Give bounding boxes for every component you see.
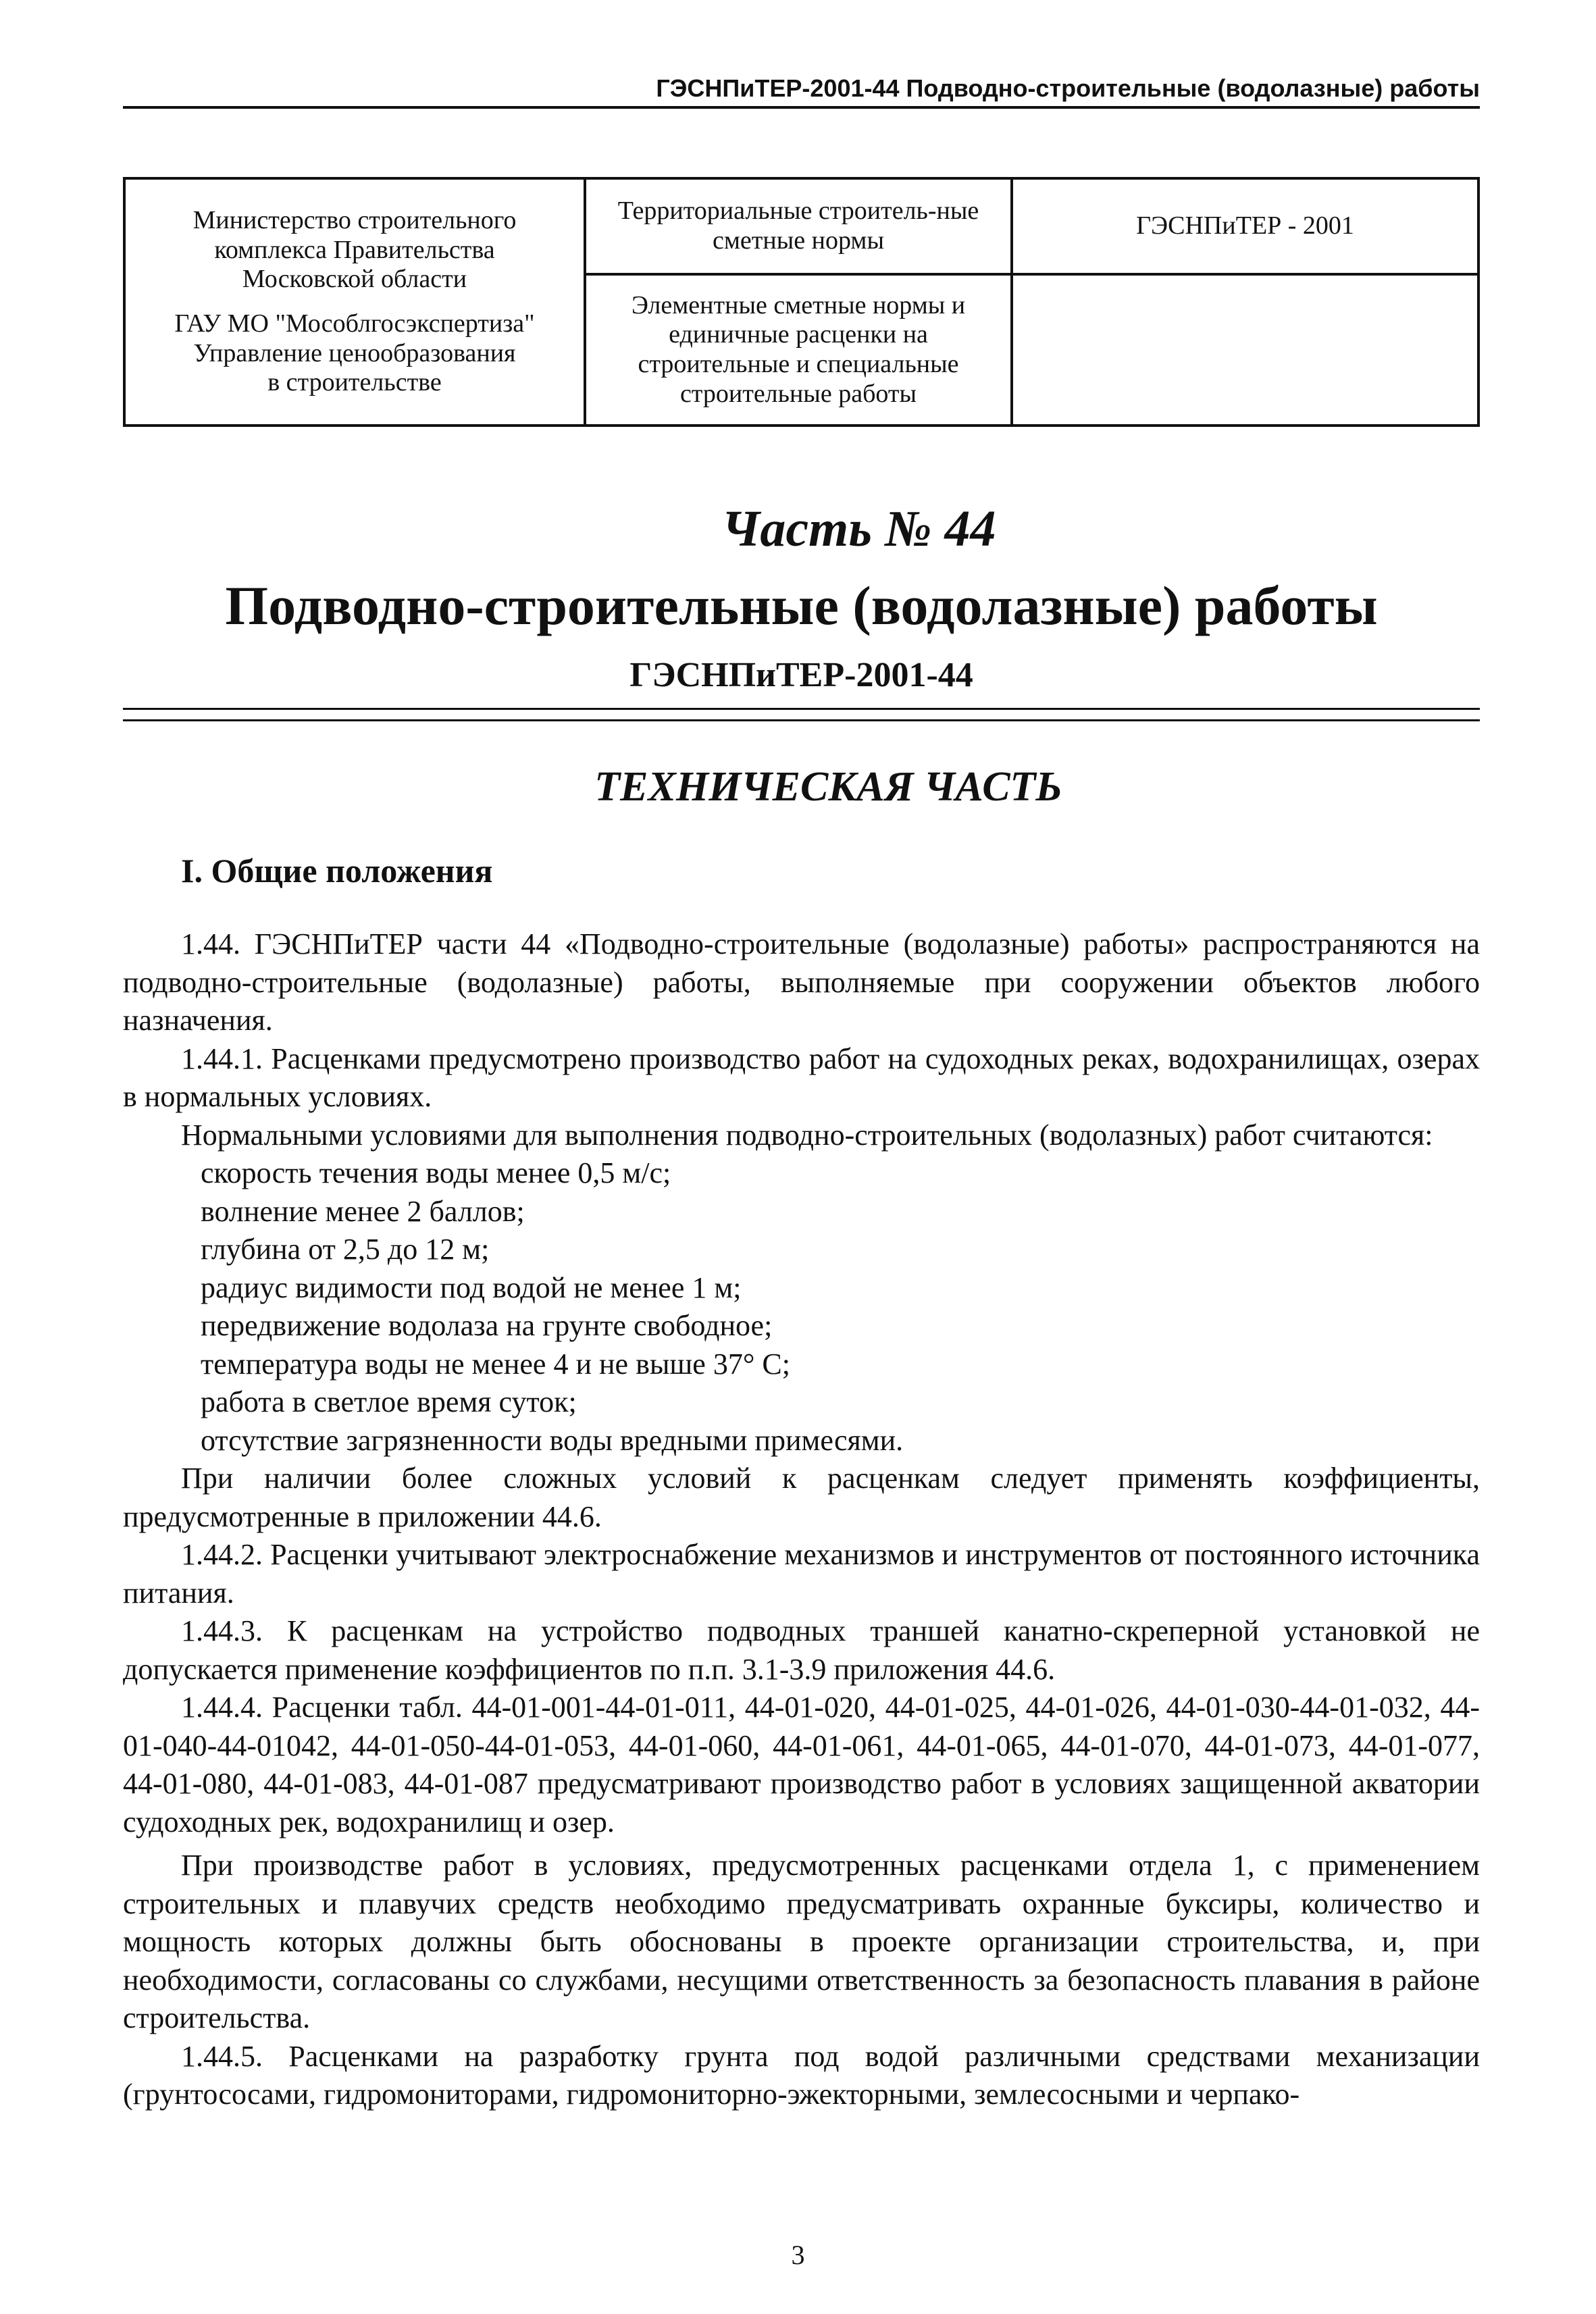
org-line: Управление ценообразования [193, 338, 516, 367]
body-text [123, 925, 1480, 2114]
double-rule-divider [123, 708, 1480, 721]
paragraph: 1.44. ГЭСНПиТЕР части 44 «Подводно-строительные (водолазные) работы» распространяются на подводно-строительные (водолазные) работы, выполняемые при сооружении объектов любого назначения. [123, 927, 1480, 1037]
condition-item: работа в светлое время суток; [201, 1385, 577, 1418]
org-line: в строительстве [267, 368, 442, 397]
condition-item: радиус видимости под водой не менее 1 м; [201, 1270, 742, 1304]
condition-item: температура воды не менее 4 и не выше 37° С; [201, 1347, 790, 1381]
paragraph: 1.44.2. Расценки учитывают электроснабжение механизмов и инструментов от постоянного источника питания. [123, 1538, 1480, 1610]
paragraph: 1.44.3. К расценкам на устройство подводных траншей канатно-скреперной установкой не допускается применение коэффициентов по п.п. 3.1-3.9 приложения 44.6. [123, 1614, 1480, 1686]
paragraph: При наличии более сложных условий к расценкам следует применять коэффициенты, предусмотренные в приложении 44.6. [123, 1462, 1480, 1533]
paragraph: При производстве работ в условиях, предусмотренных расценками отдела 1, с применением строительных и плавучих средств необходимо предусматривать охранные буксиры, количество и мощность которых должны быть обоснованы в проекте организации строительства, и, при необходимости, согласованы со службами, несущими ответственность за безопасность плавания в районе строительства. [123, 1849, 1480, 2034]
part-label: Часть № 44 [721, 500, 996, 557]
paragraph: 1.44.1. Расценками предусмотрено производство работ на судоходных реках, водохранилищах, озерах в нормальных условиях. [123, 1042, 1480, 1113]
org-line: комплекса Правительства [214, 235, 495, 264]
paragraph: Нормальными условиями для выполнения подводно-строительных (водолазных) работ считаются: [181, 1118, 1433, 1152]
condition-item: отсутствие загрязненности воды вредными примесями. [201, 1423, 904, 1457]
condition-item: глубина от 2,5 до 12 м; [201, 1233, 490, 1266]
condition-item: скорость течения воды менее 0,5 м/с; [201, 1156, 671, 1189]
org-line: ГАУ МО "Мособлгосэкспертиза" [174, 309, 535, 338]
norms-description-cell: Элементные сметные нормы и единичные расценки на строительные и специальные строительные работы [585, 274, 1012, 426]
part-code: ГЭСНПиТЕР-2001-44 [629, 656, 973, 694]
organization-cell [124, 178, 585, 426]
org-line: Московской области [242, 265, 467, 294]
condition-item: передвижение водолаза на грунте свободное; [201, 1309, 773, 1342]
general-provisions-heading: I. Общие положения [181, 852, 493, 890]
part-title: Подводно-строительные (водолазные) работы [225, 575, 1378, 636]
paragraph: 1.44.5. Расценками на разработку грунта под водой различными средствами механизации (грунтососами, гидромониторами, гидромониторно-эжекторными, землесосными и черпако- [123, 2039, 1480, 2111]
condition-item: волнение менее 2 баллов; [201, 1194, 525, 1228]
running-header: ГЭСНПиТЕР-2001-44 Подводно-строительные (водолазные) работы [123, 71, 1480, 109]
norms-type-cell: Территориальные строитель-ные сметные нормы [585, 178, 1012, 274]
page-number: 3 [791, 2240, 805, 2270]
empty-cell [1012, 274, 1478, 426]
org-line: Министерство строительного [192, 205, 517, 234]
paragraph: 1.44.4. Расценки табл. 44-01-001-44-01-011, 44-01-020, 44-01-025, 44-01-026, 44-01-030-44-01-032, 44-01-040-44-01042, 44-01-050-44-01-053, 44-01-060, 44-01-061, 44-01-065, 44-01-070, 44-01-073, 44-01-077, 44-01-080, 44-01-083, 44-01-087 предусматривают производство работ в условиях защищенной акватории судоходных рек, водохранилищ и озер. [123, 1691, 1480, 1839]
technical-part-heading: ТЕХНИЧЕСКАЯ ЧАСТЬ [594, 764, 1062, 810]
norms-code-cell: ГЭСНПиТЕР - 2001 [1012, 178, 1478, 274]
document-meta-table [123, 177, 1480, 427]
